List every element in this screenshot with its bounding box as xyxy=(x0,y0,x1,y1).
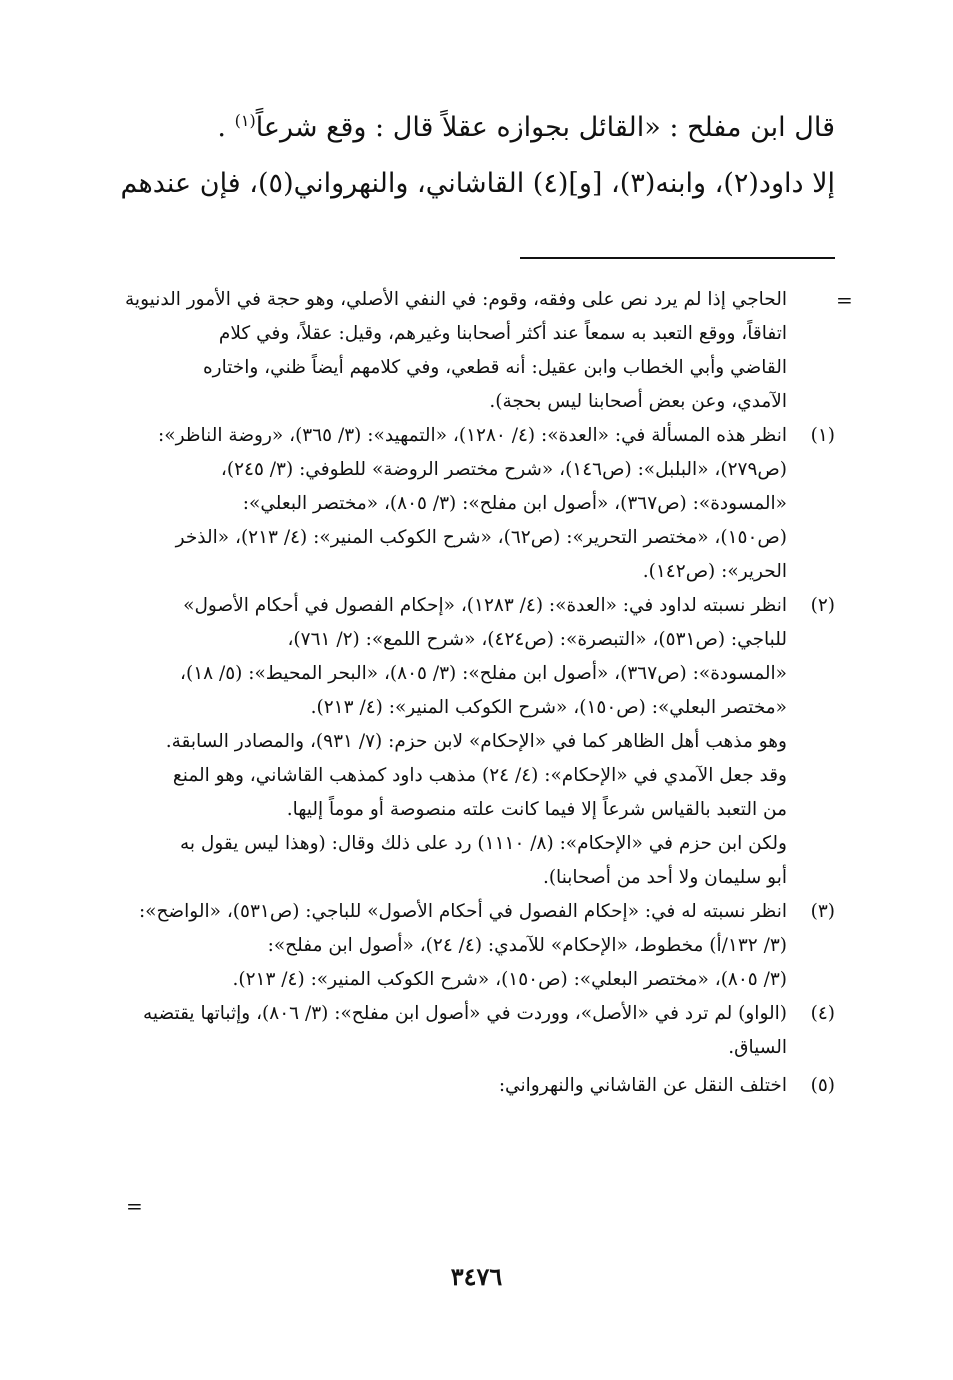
footnote-number: (٥) xyxy=(810,1075,835,1096)
footnote-4: (٤) (الواو) لم ترد في «الأصل»، ووردت في «أصول ابن مفلح»: (٣/ ٨٠٦)، وإثباتها يقتضيه xyxy=(135,997,835,1031)
footnote-line: وقد جعل الآمدي في «الإحكام»: (٤/ ٢٤) مذهب داود كمذهب القاشاني، وهو المنع xyxy=(172,765,787,786)
main-text-line-1-tail: . xyxy=(217,112,235,143)
footnote-line: الحرير»: (ص١٤٢). xyxy=(642,561,787,582)
continuation-mark-top: = xyxy=(836,288,853,312)
footnote-line: أبو سليمان ولا أحد من أصحابنا). xyxy=(542,867,787,888)
footnote-number: (٤) xyxy=(810,1003,835,1024)
continuation-mark-bottom: = xyxy=(126,1194,143,1218)
footnote-line: للباجي: (ص٥٣١)، «التبصرة»: (ص٤٢٤)، «شرح اللمع»: (٢/ ٧٦١)، xyxy=(287,629,787,650)
footnote-ref-1: (١) xyxy=(234,111,256,130)
footnotes-area xyxy=(125,283,835,1103)
footnote-line: «مختصر البعلي»: (ص١٥٠)، «شرح الكوكب المنير»: (٤/ ٢١٣). xyxy=(310,697,787,718)
footnote-line: (ص١٥٠)، «مختصر التحرير»: (ص٦٢)، «شرح الكوكب المنير»: (٤/ ٢١٣)، «الذخر xyxy=(175,527,787,548)
page-number: ٣٤٧٦ xyxy=(450,1262,503,1291)
footnote-continuation-line: الآمدي، وعن بعض أصحابنا ليس بحجة). xyxy=(489,391,787,412)
footnote-continuation-line: اتفاقاً، ووقع التعبد به سمعاً عند أكثر أصحابنا وغيرهم، وقيل: عقلاً، وفي كلام xyxy=(218,323,787,344)
main-text-line-2-body: إلا داود(٢)، وابنه(٣)، [و](٤) القاشاني، والنهرواني(٥)، فإن عندهم xyxy=(120,168,835,199)
footnote-line: (٣/ ١٣٢/أ) مخطوط، «الإحكام» للآمدي: (٤/ ٢٤)، «أصول ابن مفلح»: xyxy=(267,935,787,956)
main-text-line-2 xyxy=(120,168,835,199)
footnote-5: (٥) اختلف النقل عن القاشاني والنهرواني: xyxy=(135,1069,835,1103)
footnote-number: (٢) xyxy=(810,595,835,616)
footnote-line: ولكن ابن حزم في «الإحكام»: (٨/ ١١١٠) رد على ذلك وقال: (وهذا ليس يقول به xyxy=(179,833,787,854)
footnote-3: (٣) انظر نسبته له في: «إحكام الفصول في أحكام الأصول» للباجي: (ص٥٣١)، «الواضح»: xyxy=(135,895,835,929)
main-text-line-1 xyxy=(145,112,835,143)
footnote-line: «المسودة»: (ص٣٦٧)، «أصول ابن مفلح»: (٣/ ٨٠٥)، «البحر المحيط»: (٥/ ١٨)، xyxy=(180,663,787,684)
footnote-line: من التعبد بالقياس شرعاً إلا فيما كانت علته منصوصة أو موماً إليها. xyxy=(286,799,787,820)
main-text-line-1-body: قال ابن مفلح : «القائل بجوازه عقلاً قال : وقع شرعاً xyxy=(255,112,835,143)
footnote-number: (١) xyxy=(810,425,835,446)
footnote-line: (ص٢٧٩)، «البلبل»: (ص١٤٦)، «شرح مختصر الروضة» للطوفي: (٣/ ٢٤٥)، xyxy=(220,459,787,480)
footnote-line: وهو مذهب أهل الظاهر كما في «الإحكام» لابن حزم: (٧/ ٩٣١)، والمصادر السابقة. xyxy=(165,731,787,752)
footnote-separator xyxy=(520,257,835,259)
footnote-line: «المسودة»: (ص٣٦٧)، «أصول ابن مفلح»: (٣/ ٨٠٥)، «مختصر البعلي»: xyxy=(242,493,787,514)
footnote-continuation-line: القاضي وأبي الخطاب وابن عقيل: أنه قطعي، وفي كلامهم أيضاً ظني، واختاره xyxy=(202,357,787,378)
footnote-1: (١) انظر هذه المسألة في: «العدة»: (٤/ ١٢٨٠)، «التمهيد»: (٣/ ٣٦٥)، «روضة الناظر»: xyxy=(135,419,835,453)
footnote-number: (٣) xyxy=(810,901,835,922)
footnote-2: (٢) انظر نسبته لداود في: «العدة»: (٤/ ١٢٨٣)، «إحكام الفصول في أحكام الأصول» xyxy=(135,589,835,623)
footnote-line: (٣/ ٨٠٥)، «مختصر البعلي»: (ص١٥٠)، «شرح الكوكب المنير»: (٤/ ٢١٣). xyxy=(232,969,787,990)
footnote-line: السياق. xyxy=(728,1037,787,1058)
footnote-continuation-line: الحاجي إذا لم يرد نص على وفقه، وقوم: في النفي الأصلي، وهو حجة في الأمور الدنيوية xyxy=(125,289,787,310)
